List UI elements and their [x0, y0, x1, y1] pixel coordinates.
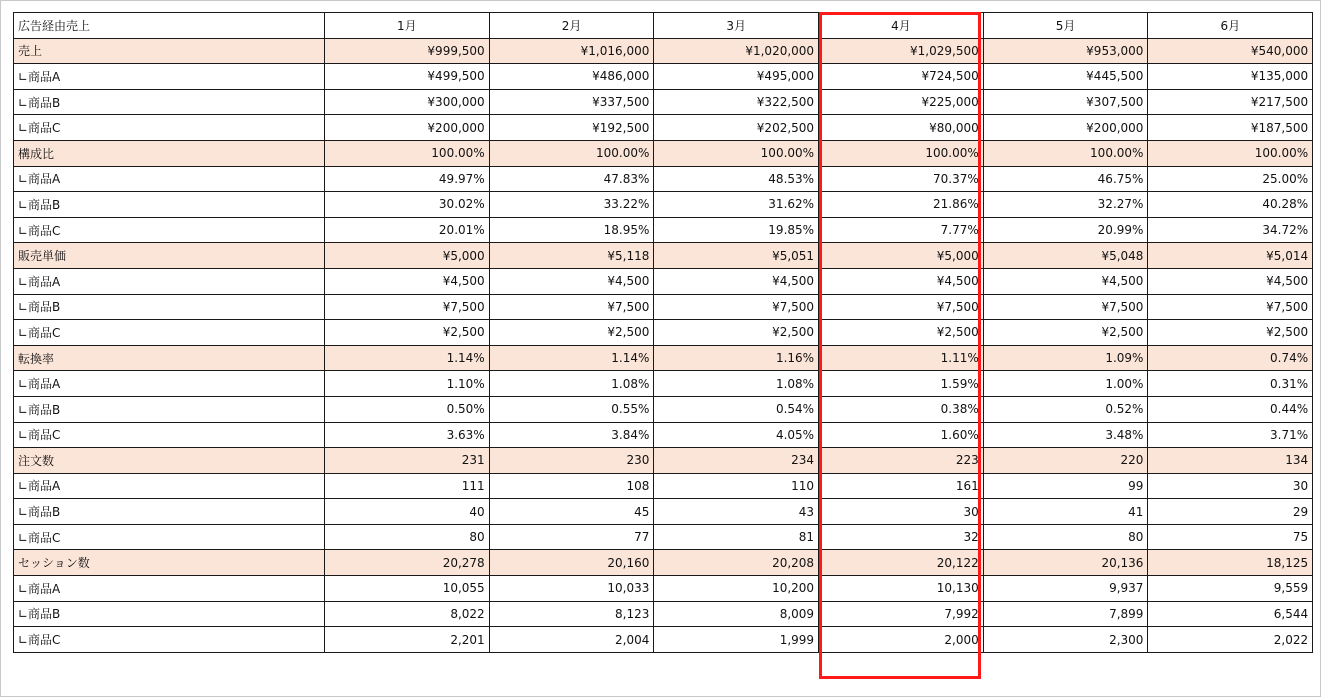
- value-cell[interactable]: 20.99%: [983, 217, 1148, 243]
- value-cell[interactable]: 2,201: [325, 627, 490, 653]
- item-label-cell[interactable]: ∟商品A: [14, 371, 325, 397]
- value-cell[interactable]: 111: [325, 473, 490, 499]
- month-header-4[interactable]: 4月: [819, 13, 984, 39]
- value-cell[interactable]: 230: [489, 448, 654, 474]
- value-cell[interactable]: ¥2,500: [325, 320, 490, 346]
- table-row: [14, 371, 1313, 397]
- section-row: [14, 550, 1313, 576]
- value-cell[interactable]: ¥300,000: [325, 89, 490, 115]
- value-cell[interactable]: 223: [819, 448, 984, 474]
- value-cell[interactable]: ¥2,500: [1148, 320, 1313, 346]
- table-row: [14, 166, 1313, 192]
- value-cell[interactable]: 3.48%: [983, 422, 1148, 448]
- value-cell[interactable]: ¥4,500: [1148, 268, 1313, 294]
- value-cell[interactable]: ¥486,000: [489, 64, 654, 90]
- value-cell[interactable]: 8,123: [489, 601, 654, 627]
- value-cell[interactable]: ¥5,000: [819, 243, 984, 269]
- header-row: [14, 13, 1313, 39]
- value-cell[interactable]: ¥337,500: [489, 89, 654, 115]
- value-cell[interactable]: 80: [325, 524, 490, 550]
- value-cell[interactable]: 33.22%: [489, 192, 654, 218]
- value-cell[interactable]: 0.50%: [325, 396, 490, 422]
- item-label-cell[interactable]: ∟商品B: [14, 499, 325, 525]
- value-cell[interactable]: ¥4,500: [654, 268, 819, 294]
- value-cell[interactable]: ¥2,500: [819, 320, 984, 346]
- section-label-cell[interactable]: 注文数: [14, 448, 325, 474]
- value-cell[interactable]: 20,160: [489, 550, 654, 576]
- value-cell[interactable]: 20,136: [983, 550, 1148, 576]
- value-cell[interactable]: 1.00%: [983, 371, 1148, 397]
- value-cell[interactable]: 6,544: [1148, 601, 1313, 627]
- value-cell[interactable]: 100.00%: [983, 140, 1148, 166]
- value-cell[interactable]: 134: [1148, 448, 1313, 474]
- table-row: [14, 627, 1313, 653]
- value-cell[interactable]: 10,130: [819, 576, 984, 602]
- value-cell[interactable]: 220: [983, 448, 1148, 474]
- value-cell[interactable]: 8,009: [654, 601, 819, 627]
- section-row: [14, 140, 1313, 166]
- table-row: [14, 499, 1313, 525]
- month-header-5[interactable]: 5月: [983, 13, 1148, 39]
- value-cell[interactable]: 30: [819, 499, 984, 525]
- value-cell[interactable]: 3.63%: [325, 422, 490, 448]
- table-row: [14, 473, 1313, 499]
- item-label-cell[interactable]: ∟商品C: [14, 524, 325, 550]
- value-cell[interactable]: 1.16%: [654, 345, 819, 371]
- corner-header[interactable]: 広告経由売上: [14, 13, 325, 39]
- value-cell[interactable]: 2,022: [1148, 627, 1313, 653]
- item-label-cell[interactable]: ∟商品C: [14, 217, 325, 243]
- value-cell[interactable]: ¥217,500: [1148, 89, 1313, 115]
- value-cell[interactable]: 1.08%: [654, 371, 819, 397]
- value-cell[interactable]: 1.09%: [983, 345, 1148, 371]
- value-cell[interactable]: 19.85%: [654, 217, 819, 243]
- value-cell[interactable]: 1.14%: [489, 345, 654, 371]
- table-row: [14, 64, 1313, 90]
- value-cell[interactable]: ¥5,118: [489, 243, 654, 269]
- item-label-cell[interactable]: ∟商品C: [14, 320, 325, 346]
- value-cell[interactable]: 31.62%: [654, 192, 819, 218]
- value-cell[interactable]: ¥499,500: [325, 64, 490, 90]
- table-row: [14, 396, 1313, 422]
- value-cell[interactable]: ¥5,014: [1148, 243, 1313, 269]
- value-cell[interactable]: ¥540,000: [1148, 38, 1313, 64]
- value-cell[interactable]: ¥953,000: [983, 38, 1148, 64]
- item-label-cell[interactable]: ∟商品A: [14, 166, 325, 192]
- section-label-cell[interactable]: 構成比: [14, 140, 325, 166]
- value-cell[interactable]: ¥7,500: [819, 294, 984, 320]
- value-cell[interactable]: 100.00%: [489, 140, 654, 166]
- section-label-cell[interactable]: 売上: [14, 38, 325, 64]
- table-row: [14, 601, 1313, 627]
- value-cell[interactable]: 99: [983, 473, 1148, 499]
- table-row: [14, 115, 1313, 141]
- item-label-cell[interactable]: ∟商品A: [14, 576, 325, 602]
- value-cell[interactable]: 10,033: [489, 576, 654, 602]
- section-label-cell[interactable]: セッション数: [14, 550, 325, 576]
- value-cell[interactable]: 18,125: [1148, 550, 1313, 576]
- value-cell[interactable]: ¥2,500: [654, 320, 819, 346]
- value-cell[interactable]: 110: [654, 473, 819, 499]
- section-row: [14, 243, 1313, 269]
- item-label-cell[interactable]: ∟商品A: [14, 268, 325, 294]
- value-cell[interactable]: ¥4,500: [489, 268, 654, 294]
- value-cell[interactable]: 7.77%: [819, 217, 984, 243]
- value-cell[interactable]: 0.38%: [819, 396, 984, 422]
- item-label-cell[interactable]: ∟商品A: [14, 64, 325, 90]
- value-cell[interactable]: 40.28%: [1148, 192, 1313, 218]
- value-cell[interactable]: 161: [819, 473, 984, 499]
- value-cell[interactable]: 10,055: [325, 576, 490, 602]
- value-cell[interactable]: 0.31%: [1148, 371, 1313, 397]
- section-label-cell[interactable]: 転換率: [14, 345, 325, 371]
- value-cell[interactable]: 49.97%: [325, 166, 490, 192]
- value-cell[interactable]: 20.01%: [325, 217, 490, 243]
- value-cell[interactable]: 18.95%: [489, 217, 654, 243]
- value-cell[interactable]: ¥7,500: [1148, 294, 1313, 320]
- value-cell[interactable]: ¥7,500: [654, 294, 819, 320]
- table-row: [14, 294, 1313, 320]
- value-cell[interactable]: 30: [1148, 473, 1313, 499]
- value-cell[interactable]: ¥200,000: [325, 115, 490, 141]
- value-cell[interactable]: 8,022: [325, 601, 490, 627]
- value-cell[interactable]: 0.44%: [1148, 396, 1313, 422]
- table-row: [14, 576, 1313, 602]
- section-row: [14, 448, 1313, 474]
- item-label-cell[interactable]: ∟商品B: [14, 192, 325, 218]
- value-cell[interactable]: 48.53%: [654, 166, 819, 192]
- value-cell[interactable]: ¥202,500: [654, 115, 819, 141]
- value-cell[interactable]: 1.14%: [325, 345, 490, 371]
- value-cell[interactable]: ¥80,000: [819, 115, 984, 141]
- value-cell[interactable]: ¥322,500: [654, 89, 819, 115]
- value-cell[interactable]: 2,000: [819, 627, 984, 653]
- value-cell[interactable]: ¥4,500: [983, 268, 1148, 294]
- value-cell[interactable]: ¥135,000: [1148, 64, 1313, 90]
- month-header-6[interactable]: 6月: [1148, 13, 1313, 39]
- value-cell[interactable]: ¥187,500: [1148, 115, 1313, 141]
- value-cell[interactable]: ¥192,500: [489, 115, 654, 141]
- value-cell[interactable]: 1.08%: [489, 371, 654, 397]
- value-cell[interactable]: 4.05%: [654, 422, 819, 448]
- value-cell[interactable]: 108: [489, 473, 654, 499]
- value-cell[interactable]: ¥2,500: [489, 320, 654, 346]
- table-body: [14, 38, 1313, 652]
- value-cell[interactable]: 1,999: [654, 627, 819, 653]
- table-row: [14, 192, 1313, 218]
- value-cell[interactable]: 29: [1148, 499, 1313, 525]
- value-cell[interactable]: 2,004: [489, 627, 654, 653]
- value-cell[interactable]: 45: [489, 499, 654, 525]
- section-row: [14, 345, 1313, 371]
- value-cell[interactable]: 7,899: [983, 601, 1148, 627]
- value-cell[interactable]: 234: [654, 448, 819, 474]
- item-label-cell[interactable]: ∟商品A: [14, 473, 325, 499]
- value-cell[interactable]: 0.55%: [489, 396, 654, 422]
- value-cell[interactable]: 1.59%: [819, 371, 984, 397]
- item-label-cell[interactable]: ∟商品C: [14, 627, 325, 653]
- value-cell[interactable]: ¥5,051: [654, 243, 819, 269]
- value-cell[interactable]: ¥1,016,000: [489, 38, 654, 64]
- month-header-3[interactable]: 3月: [654, 13, 819, 39]
- value-cell[interactable]: 231: [325, 448, 490, 474]
- value-cell[interactable]: ¥4,500: [819, 268, 984, 294]
- section-row: [14, 38, 1313, 64]
- table-row: [14, 320, 1313, 346]
- value-cell[interactable]: 40: [325, 499, 490, 525]
- value-cell[interactable]: 70.37%: [819, 166, 984, 192]
- value-cell[interactable]: 43: [654, 499, 819, 525]
- value-cell[interactable]: ¥225,000: [819, 89, 984, 115]
- value-cell[interactable]: 20,208: [654, 550, 819, 576]
- item-label-cell[interactable]: ∟商品C: [14, 115, 325, 141]
- value-cell[interactable]: 41: [983, 499, 1148, 525]
- value-cell[interactable]: 25.00%: [1148, 166, 1313, 192]
- value-cell[interactable]: ¥999,500: [325, 38, 490, 64]
- table-row: [14, 268, 1313, 294]
- section-label-cell[interactable]: 販売単価: [14, 243, 325, 269]
- value-cell[interactable]: 3.84%: [489, 422, 654, 448]
- value-cell[interactable]: 80: [983, 524, 1148, 550]
- value-cell[interactable]: 20,278: [325, 550, 490, 576]
- table-row: [14, 524, 1313, 550]
- value-cell[interactable]: 100.00%: [654, 140, 819, 166]
- value-cell[interactable]: 10,200: [654, 576, 819, 602]
- value-cell[interactable]: 3.71%: [1148, 422, 1313, 448]
- table-row: [14, 89, 1313, 115]
- value-cell[interactable]: 75: [1148, 524, 1313, 550]
- value-cell[interactable]: 20,122: [819, 550, 984, 576]
- value-cell[interactable]: 0.52%: [983, 396, 1148, 422]
- value-cell[interactable]: 46.75%: [983, 166, 1148, 192]
- value-cell[interactable]: 30.02%: [325, 192, 490, 218]
- value-cell[interactable]: 100.00%: [325, 140, 490, 166]
- value-cell[interactable]: ¥5,048: [983, 243, 1148, 269]
- table-row: [14, 422, 1313, 448]
- value-cell[interactable]: ¥7,500: [489, 294, 654, 320]
- value-cell[interactable]: 77: [489, 524, 654, 550]
- value-cell[interactable]: 21.86%: [819, 192, 984, 218]
- value-cell[interactable]: ¥1,020,000: [654, 38, 819, 64]
- item-label-cell[interactable]: ∟商品B: [14, 396, 325, 422]
- value-cell[interactable]: ¥2,500: [983, 320, 1148, 346]
- item-label-cell[interactable]: ∟商品B: [14, 89, 325, 115]
- item-label-cell[interactable]: ∟商品C: [14, 422, 325, 448]
- table-row: [14, 217, 1313, 243]
- value-cell[interactable]: 9,937: [983, 576, 1148, 602]
- value-cell[interactable]: 1.60%: [819, 422, 984, 448]
- value-cell[interactable]: ¥1,029,500: [819, 38, 984, 64]
- value-cell[interactable]: ¥200,000: [983, 115, 1148, 141]
- value-cell[interactable]: ¥724,500: [819, 64, 984, 90]
- value-cell[interactable]: 34.72%: [1148, 217, 1313, 243]
- value-cell[interactable]: 1.11%: [819, 345, 984, 371]
- item-label-cell[interactable]: ∟商品B: [14, 294, 325, 320]
- value-cell[interactable]: 1.10%: [325, 371, 490, 397]
- value-cell[interactable]: ¥7,500: [325, 294, 490, 320]
- value-cell[interactable]: 9,559: [1148, 576, 1313, 602]
- item-label-cell[interactable]: ∟商品B: [14, 601, 325, 627]
- value-cell[interactable]: 100.00%: [819, 140, 984, 166]
- month-header-1[interactable]: 1月: [325, 13, 490, 39]
- month-header-2[interactable]: 2月: [489, 13, 654, 39]
- value-cell[interactable]: 7,992: [819, 601, 984, 627]
- value-cell[interactable]: 47.83%: [489, 166, 654, 192]
- value-cell[interactable]: ¥495,000: [654, 64, 819, 90]
- value-cell[interactable]: 81: [654, 524, 819, 550]
- value-cell[interactable]: 32.27%: [983, 192, 1148, 218]
- value-cell[interactable]: ¥445,500: [983, 64, 1148, 90]
- value-cell[interactable]: 32: [819, 524, 984, 550]
- value-cell[interactable]: ¥307,500: [983, 89, 1148, 115]
- ad-sales-table: [13, 12, 1313, 653]
- value-cell[interactable]: 0.74%: [1148, 345, 1313, 371]
- value-cell[interactable]: 0.54%: [654, 396, 819, 422]
- value-cell[interactable]: 2,300: [983, 627, 1148, 653]
- value-cell[interactable]: ¥5,000: [325, 243, 490, 269]
- value-cell[interactable]: ¥7,500: [983, 294, 1148, 320]
- value-cell[interactable]: 100.00%: [1148, 140, 1313, 166]
- value-cell[interactable]: ¥4,500: [325, 268, 490, 294]
